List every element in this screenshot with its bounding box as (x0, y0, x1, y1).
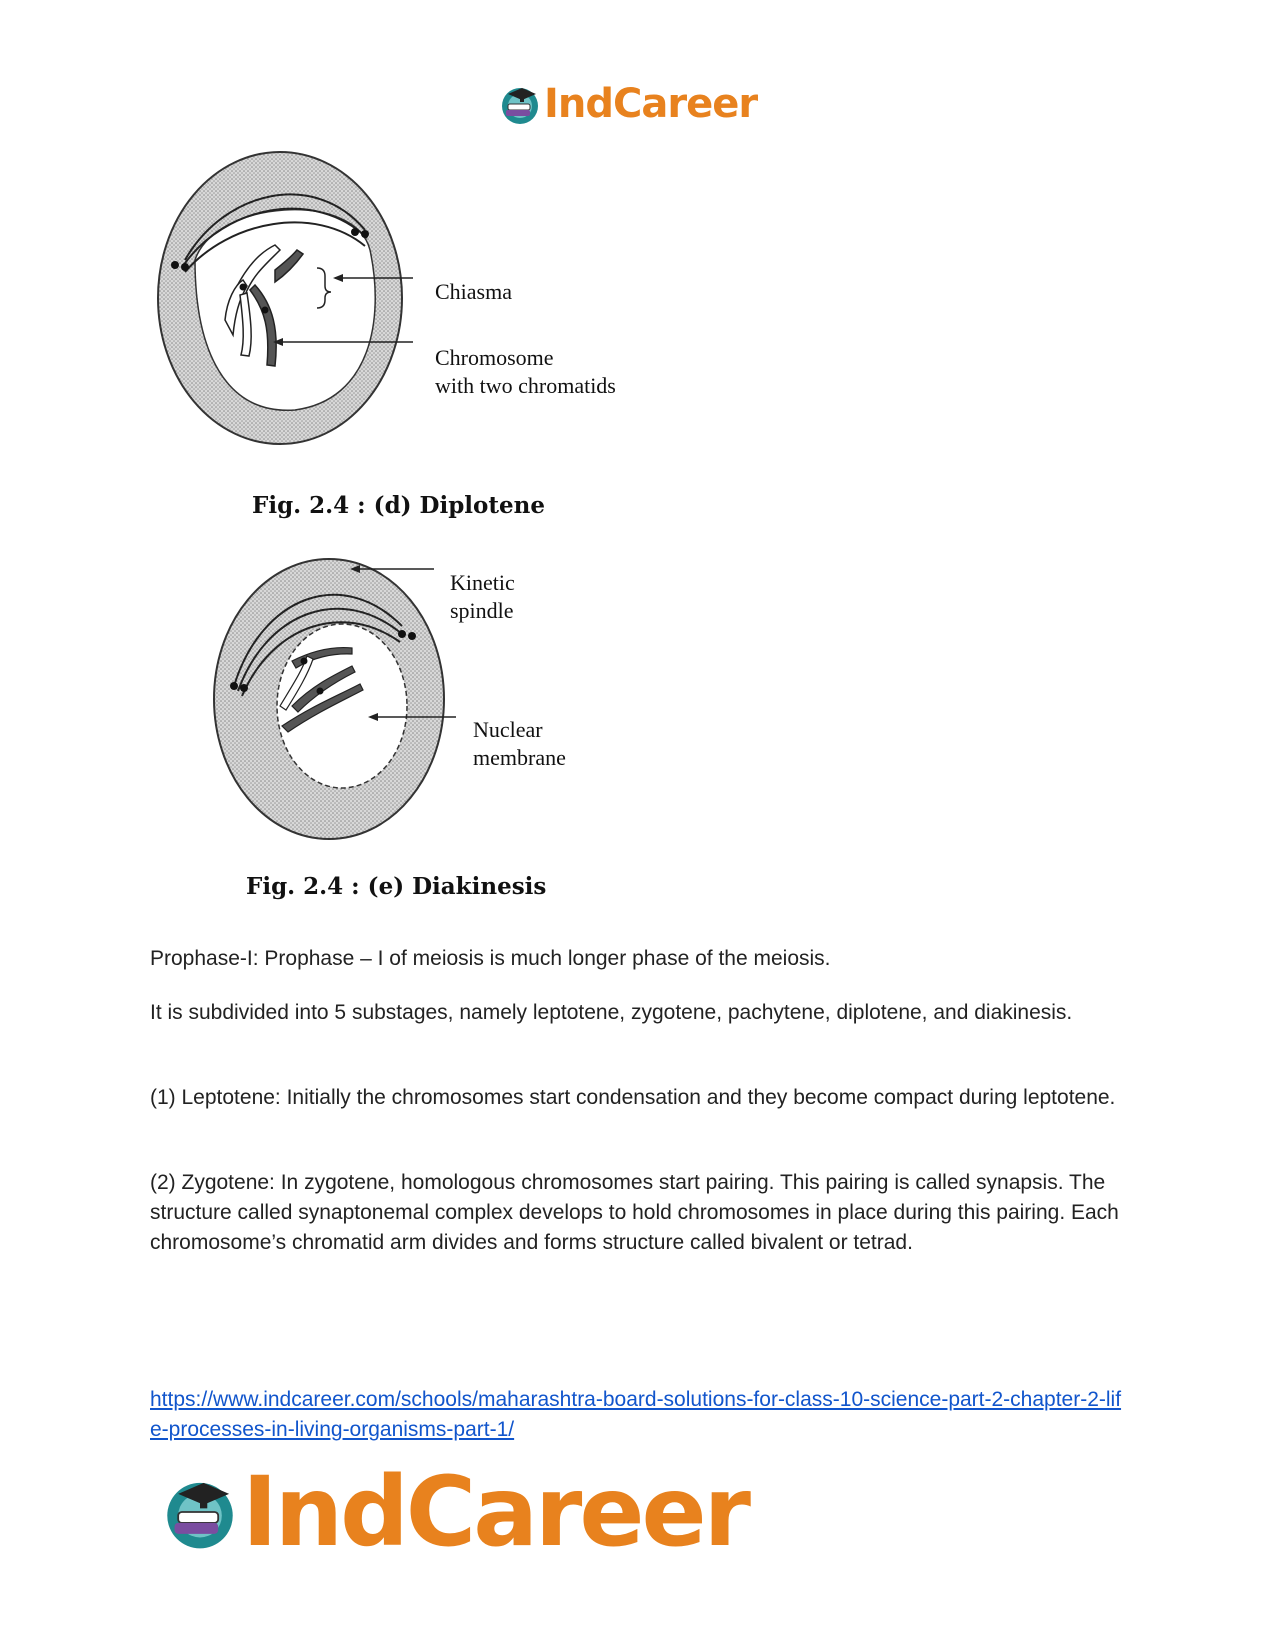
source-link[interactable]: https://www.indcareer.com/schools/maharashtra-board-solutions-for-class-10-science-part-2-chapter-2-life-processes-in-living-organisms-part-1/ (150, 1388, 1122, 1441)
paragraph-substages: It is subdivided into 5 substages, namely leptotene, zygotene, pachytene, diplotene, and diakinesis. (150, 1001, 1073, 1024)
paragraph-leptotene: (1) Leptotene: Initially the chromosomes start condensation and they become compact during leptotene. (150, 1086, 1116, 1109)
graduation-globe-icon (498, 82, 542, 126)
figure-caption-diakinesis: Fig. 2.4 : (e) Diakinesis (246, 873, 547, 900)
label-spindle-line1: Kinetic (450, 570, 515, 595)
graduation-globe-icon (160, 1472, 240, 1552)
label-chromosome-line2: with two chromatids (435, 373, 616, 398)
diakinesis-diagram (212, 556, 632, 856)
label-chromosome-line1: Chromosome (435, 345, 554, 370)
diplotene-diagram (155, 150, 635, 460)
logo-wordmark: IndCareer (242, 1456, 748, 1568)
label-membrane-line1: Nuclear (473, 717, 543, 742)
logo-wordmark: IndCareer (544, 81, 758, 127)
label-chiasma: Chiasma (435, 279, 512, 304)
label-spindle-line2: spindle (450, 598, 514, 623)
footer-logo (160, 1456, 748, 1568)
header-logo (498, 78, 757, 130)
paragraph-prophase: Prophase-I: Prophase – I of meiosis is much longer phase of the meiosis. (150, 947, 831, 970)
figure-caption-diplotene: Fig. 2.4 : (d) Diplotene (252, 492, 545, 519)
label-membrane-line2: membrane (473, 745, 566, 770)
paragraph-zygotene: (2) Zygotene: In zygotene, homologous chromosomes start pairing. This pairing is called synapsis. The structure called synaptonemal complex develops to hold chromosomes in place during this pairing. Each chromosome’s chromatid arm divides and forms structure called bivalent or tetrad. (150, 1171, 1119, 1254)
